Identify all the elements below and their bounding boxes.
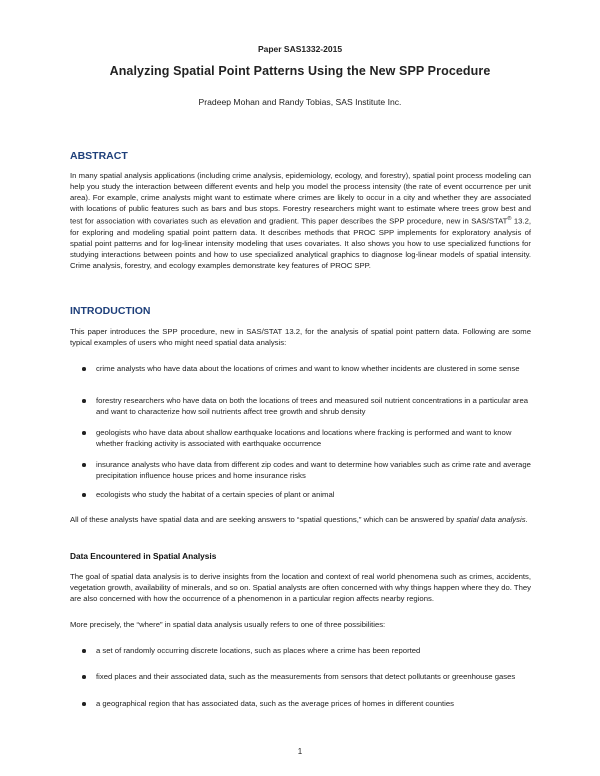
list-item: geologists who have data about shallow earthquake locations and locations where fracking is performed and want to know whether fracking activity is associated with earthquake occurrence <box>70 427 531 449</box>
introduction-closing: All of these analysts have spatial data and are seeking answers to “spatial questions,” which can be answered by spatial data analysis. <box>70 515 528 524</box>
list-item: crime analysts who have data about the locations of crimes and want to know whether incidents are clustered in some sense <box>70 363 531 374</box>
bullet-icon <box>82 649 86 653</box>
bullet-icon <box>82 431 86 435</box>
abstract-text-part1: In many spatial analysis applications (including crime analysis, epidemiology, ecology, and forestry), spatial point process modeling can help you study the interaction between different events and help you model the process intensity (the rate of event occurrence per unit area). For example, crime analysts might want to estimate where crimes are likely to occur in a city and whether they are associated with locations of public features such as bars and bus stops. Forestry researchers might want to estimate where trees grow best and test for association with covariates such as elevation and gradient. This paper describes the SPP procedure, new in SAS/STAT <box>70 171 531 226</box>
paper-id: Paper SAS1332-2015 <box>257 44 343 54</box>
data-section-para2: More precisely, the “where” in spatial data analysis usually refers to one of three possibilities: <box>70 620 386 629</box>
list-item: a set of randomly occurring discrete locations, such as places where a crime has been reported <box>70 645 531 656</box>
bullet-icon <box>82 493 86 497</box>
bullet-icon <box>82 367 86 371</box>
list-item: ecologists who study the habitat of a certain species of plant or animal <box>70 489 531 500</box>
emphasis-term: spatial data analysis <box>456 515 526 524</box>
abstract-text-part2: 13.2, for exploring and modeling spatial point pattern data. It describes methods that PROC SPP implements for exploratory analysis of spatial point patterns and for log-linear intensity modeling that uses covariates. It also shows you how to use specialized functions for studying interactions between points and how to use specialized analytical graphics to diagnose log-linear models of spatial intensity. Crime analysis, forestry, and ecology examples demonstrate key features of PROC SPP. <box>70 216 531 271</box>
paper-title: Analyzing Spatial Point Patterns Using the New SPP Procedure <box>109 64 491 78</box>
list-item: fixed places and their associated data, such as the measurements from sensors that detect pollutants or greenhouse gases <box>70 671 531 682</box>
bullet-icon <box>82 399 86 403</box>
data-section-heading: Data Encountered in Spatial Analysis <box>70 551 217 561</box>
page-number: 1 <box>297 747 303 756</box>
introduction-text: This paper introduces the SPP procedure, new in SAS/STAT 13.2, for the analysis of spatial point pattern data. Following are some typical examples of users who might need spatial data analysis: <box>70 327 531 348</box>
list-item: insurance analysts who have data from different zip codes and want to determine how variables such as crime rate and average precipitation influence house prices and home insurance risks <box>70 459 531 481</box>
abstract-text <box>70 170 531 271</box>
list-item: forestry researchers who have data on both the locations of trees and measured soil nutrient concentrations in a particular area and want to characterize how soil nutrients affect tree growth and shrub density <box>70 395 531 417</box>
data-section-para1: The goal of spatial data analysis is to derive insights from the location and context of real world phenomena such as crimes, accidents, vegetation growth, availability of minerals, and so on. Spatial analysts are often concerned with why things happen where they do. They are also concerned with how the occurrence of a phenomenon in a particular region affects nearby regions. <box>70 572 531 604</box>
abstract-heading: ABSTRACT <box>70 150 128 162</box>
bullet-icon <box>82 675 86 679</box>
bullet-icon <box>82 702 86 706</box>
introduction-heading: INTRODUCTION <box>70 305 151 317</box>
bullet-icon <box>82 463 86 467</box>
paper-authors: Pradeep Mohan and Randy Tobias, SAS Institute Inc. <box>198 97 402 107</box>
registered-mark: ® <box>507 216 512 223</box>
list-item: a geographical region that has associated data, such as the average prices of homes in different counties <box>70 698 531 709</box>
